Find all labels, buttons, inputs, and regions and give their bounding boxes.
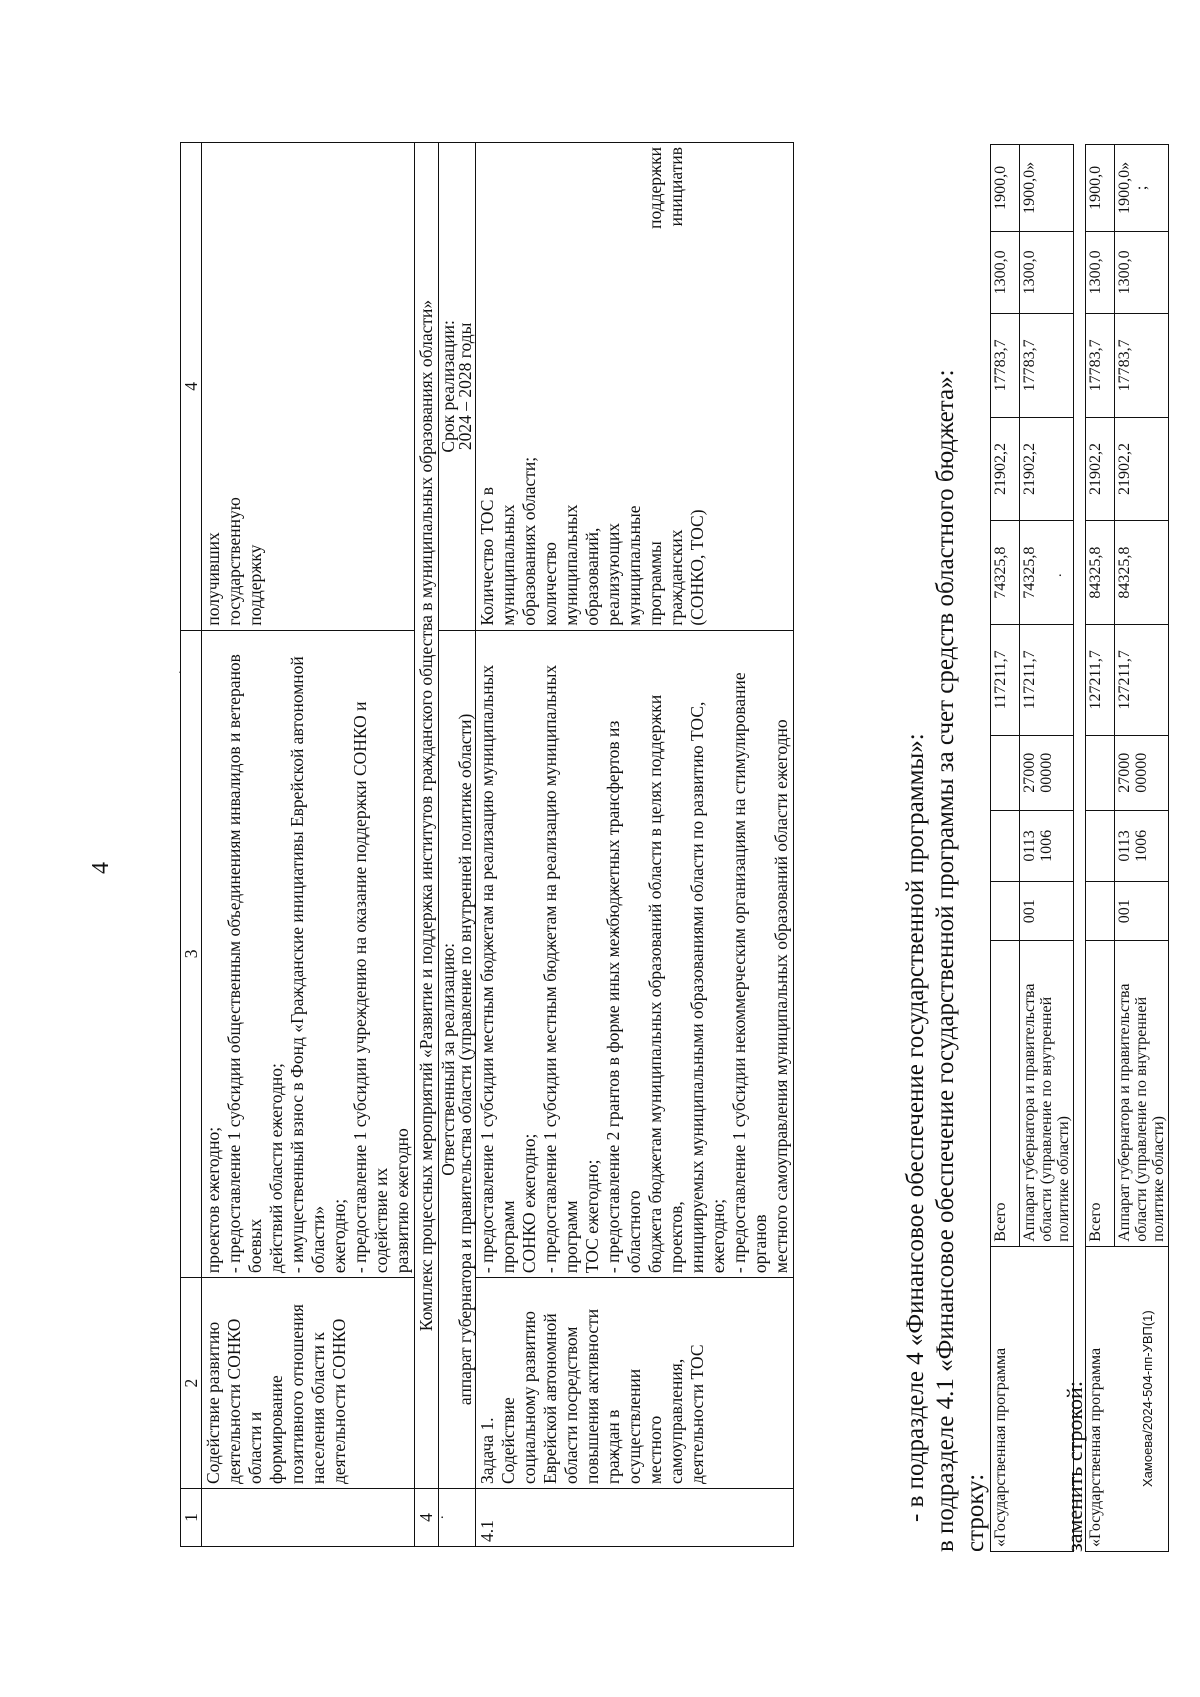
replace-label: заменить строкой: xyxy=(1062,1381,1087,1552)
term-cell: Срок реализации: 2024 – 2028 годы xyxy=(439,143,476,631)
amendment-line-2: в подразделе 4.1 «Финансовое обеспечение государственной программы за счет средств областного бюджета»: xyxy=(932,369,959,1552)
document-footer: Хамоева/2024-504-пп-УВП(1) xyxy=(1140,1310,1155,1487)
row-label: Аппарат губернатора и правительства области (управление по внутренней политике области) xyxy=(1020,941,1074,1246)
row-label: Аппарат губернатора и правительства области (управление по внутренней политике области) xyxy=(1115,941,1169,1246)
amount-cell: 74325,8 xyxy=(1020,521,1074,625)
program-name: «Государственная программа xyxy=(991,1246,1074,1551)
code-cell: 0113 1006 xyxy=(1115,810,1169,881)
table-row xyxy=(1086,145,1115,1552)
complex-title: Комплекс процессных мероприятий «Развитие и поддержка институтов гражданского общества в муниципальных образованиях области» xyxy=(415,143,439,1489)
header-cell: 4 xyxy=(181,143,202,631)
header-cell: 2 xyxy=(181,1278,202,1489)
code-cell: 001 xyxy=(1115,881,1169,941)
amount-cell: 1900,0 xyxy=(1086,145,1115,232)
task-indicators: Количество ТОС в муниципальных образованиях области; количество муниципальных образований, реализующих муниципальные программы поддержки гражданских инициатив (СОНКО, ТОС) xyxy=(476,143,794,631)
amount-cell: 117211,7 xyxy=(991,624,1020,735)
amount-cell: 1300,0 xyxy=(1115,231,1169,313)
program-name: «Государственная программа xyxy=(1086,1246,1169,1551)
cell-goal: Содействие развитию деятельности СОНКО области и формирование позитивного отношения населения области к деятельности СОНКО xyxy=(202,1278,415,1489)
amount-cell: 21902,2 xyxy=(1020,417,1074,521)
code-cell: 27000 00000 xyxy=(1115,735,1169,810)
amount-cell: 17783,7 xyxy=(1086,314,1115,418)
row-label: Всего xyxy=(991,941,1020,1246)
finance-table-new xyxy=(1085,144,1169,1552)
amount-cell: 127211,7 xyxy=(1115,624,1169,735)
scan-dot: . xyxy=(1050,573,1065,577)
code-cell: 0113 1006 xyxy=(1020,810,1074,881)
amount-cell: 1900,0 xyxy=(991,145,1020,232)
amount-cell: 17783,7 xyxy=(1115,314,1169,418)
scan-dot: . xyxy=(432,1515,447,1519)
code-cell: 27000 00000 xyxy=(1020,735,1074,810)
amendment-line-1: - в подразделе 4 «Финансовое обеспечение государственной программы»: xyxy=(902,733,929,1522)
amount-cell: 21902,2 xyxy=(991,417,1020,521)
amount-cell: 1900,0» xyxy=(1020,145,1074,232)
task-measures: - предоставление 1 субсидии местным бюджетам на реализацию муниципальных программ СОНКО ежегодно; - предоставление 1 субсидии местным бюджетам на реализацию муниципальных программ ТОС ежегодно; - предоставление 2 грантов в форме иных межбюджетных трансфертов из областного бюджета бюджетам муниципальных образований области в целях поддержки проектов, инициируемых муниципальными образованиями области по развитию ТОС, ежегодно; - предоставление 1 субсидии некоммерческим организациям на стимулирование органов местного самоуправления муниципальных образований области ежегодно xyxy=(476,630,794,1277)
amount-cell: 1300,0 xyxy=(991,231,1020,313)
code-cell: 001 xyxy=(1020,881,1074,941)
complex-number: 4 xyxy=(415,1489,439,1547)
finance-table-old xyxy=(990,144,1074,1552)
amount-cell: 1300,0 xyxy=(1020,231,1074,313)
amount-cell: 1300,0 xyxy=(1086,231,1115,313)
tail-semicolon: ; xyxy=(1133,185,1150,191)
complex-title-row xyxy=(415,143,439,1547)
page-number: 4 xyxy=(88,862,114,874)
amount-cell: 21902,2 xyxy=(1115,417,1169,521)
amount-cell: 74325,8 xyxy=(991,521,1020,625)
amount-cell: 21902,2 xyxy=(1086,417,1115,521)
amount-cell: 17783,7 xyxy=(1020,314,1074,418)
amendment-line-3: строку: xyxy=(962,1473,989,1552)
task-number: 4.1 xyxy=(476,1489,794,1547)
responsible-cell: Ответственный за реализацию: аппарат губернатора и правительства области (управление по внутренней политике области) xyxy=(439,630,476,1488)
header-cell: 3 xyxy=(181,630,202,1277)
table-row xyxy=(991,145,1020,1552)
cell-measures: проектов ежегодно; - предоставление 1 субсидии общественным объединениям инвалидов и ветеранов боевых действий области ежегодно; - имущественный взнос в Фонд «Гражданские инициативы Еврейской автономной области» ежегодно; - предоставление 1 субсидии учреждению на оказание поддержки СОНКО и содействие их развитию ежегодно xyxy=(202,630,415,1277)
header-row xyxy=(181,143,202,1547)
amount-cell: 17783,7 xyxy=(991,314,1020,418)
amount-cell: 84325,8 xyxy=(1115,521,1169,625)
task-goal: Задача 1. Содействие социальному развитию Еврейской автономной области посредством повышения активности граждан в осуществлении местного самоуправления, деятельности ТОС xyxy=(476,1278,794,1489)
table-row xyxy=(202,143,415,1547)
amount-cell: 84325,8 xyxy=(1086,521,1115,625)
scan-dot: . xyxy=(170,670,185,674)
amount-cell: 1900,0» ; xyxy=(1115,145,1169,232)
measures-table xyxy=(180,142,794,1547)
responsible-row xyxy=(439,143,476,1547)
row-label: Всего xyxy=(1086,941,1115,1246)
cell-indicators: получивших государственную поддержку xyxy=(202,143,415,631)
task-row xyxy=(476,143,794,1547)
amount-cell: 117211,7 xyxy=(1020,624,1074,735)
header-cell: 1 xyxy=(181,1489,202,1547)
amount-cell: 127211,7 xyxy=(1086,624,1115,735)
